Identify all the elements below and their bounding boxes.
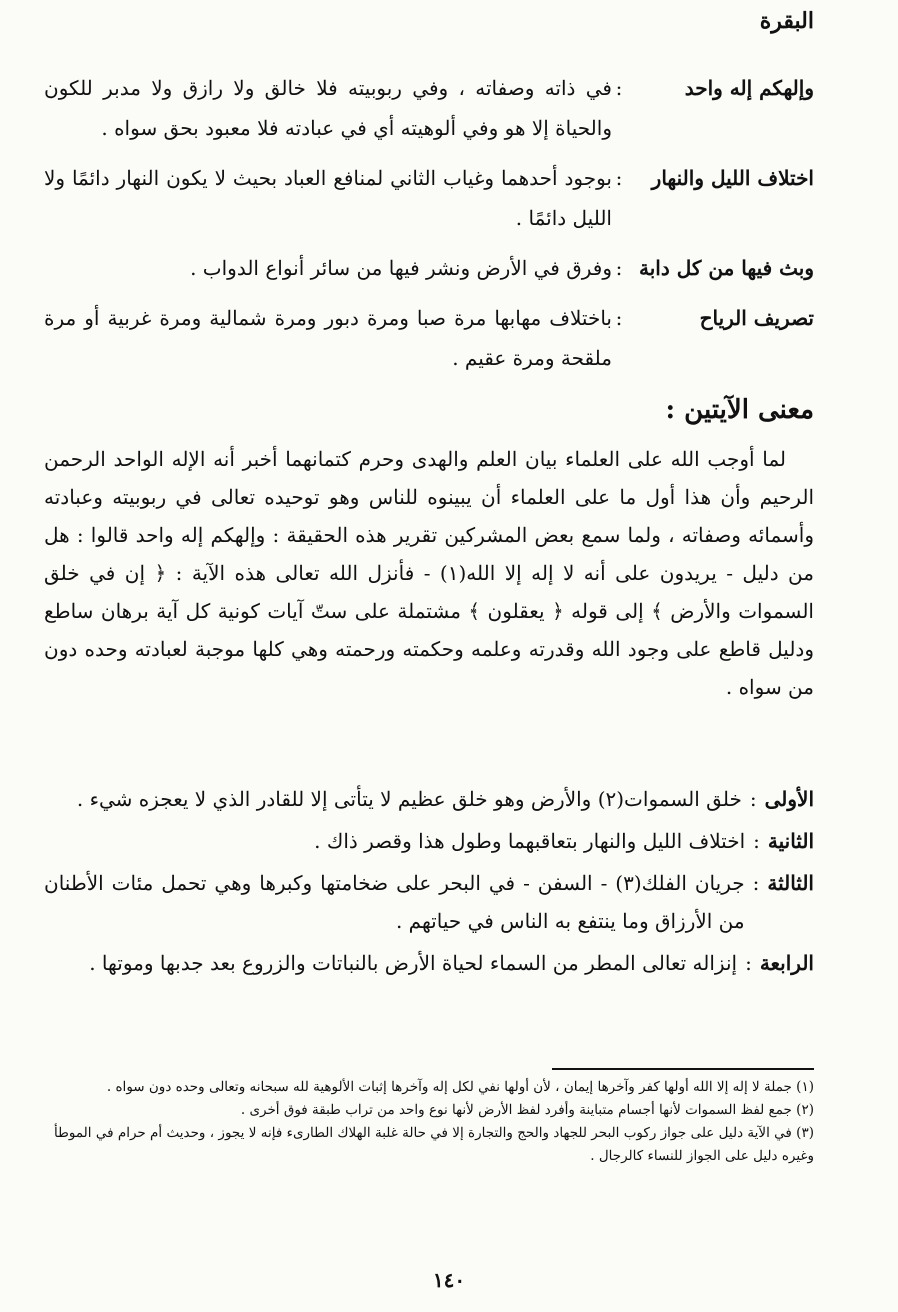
glossary-definition: في ذاته وصفاته ، وفي ربوبيته فلا خالق ولا رازق ولا مدبر للكون والحياة إلا هو وفي ألوهيته أي في عبادته فلا معبود بحق سواه . (44, 76, 612, 140)
commentary-body (44, 440, 814, 706)
sign-text: جريان الفلك(٣) - السفن - في البحر على ضخامتها وكبرها وهي تحمل مئات الأطنان من الأرزاق وما ينتفع به الناس في حياتهم . (44, 871, 745, 933)
footnotes (54, 1076, 814, 1168)
glossary-definition: وفرق في الأرض ونشر فيها من سائر أنواع الدواب . (190, 256, 612, 280)
footnote-divider (552, 1068, 814, 1070)
commentary-paragraph: لما أوجب الله على العلماء بيان العلم والهدى وحرم كتمانهما أخبر أنه الإله الواحد الرحمن الرحيم وأن هذا أول ما على العلماء أن يبينوه للناس وهو توحيده تعالى في ربوبيته وعبادته وأسمائه وصفاته ، ولما سمع بعض المشركين تقرير هذه الحقيقة : وإلهكم إله واحد قالوا : هل من دليل - يريدون على أنه لا إله إلا الله(١) - فأنزل الله تعالى هذه الآية : ﴿ إن في خلق السموات والأرض ﴾ إلى قوله ﴿ يعقلون ﴾ مشتملة على ستّ آيات كونية كل آية برهان ساطع ودليل قاطع على وجود الله وقدرته وعلمه وحكمته ورحمته وهي كلها موجبة لعبادته وحده دون من سواه . (44, 447, 814, 699)
sign-text: اختلاف الليل والنهار بتعاقبهما وطول هذا وقصر ذاك . (314, 829, 746, 853)
sign-colon: : (749, 787, 757, 811)
glossary-term: وإلهكم إله واحد (684, 76, 814, 100)
glossary-row (44, 68, 814, 148)
glossary-colon: : (615, 256, 623, 280)
section-title: معنى الآيتين : (665, 395, 814, 425)
glossary-row (44, 248, 814, 288)
footnote: (١) جملة لا إله إلا الله أولها كفر وآخرها إيمان ، لأن أولها نفي لكل إله وآخرها إثبات الألوهية لله سبحانه وتعالى وحده دون سواه . (106, 1079, 814, 1095)
footnote: (٣) في الآية دليل على جواز ركوب البحر للجهاد والحج والتجارة إلا في حالة غلبة الهلاك الطارىء فإنه لا يجوز ، وحديث أم حرام في الموطأ وغيره دليل على الجواز للنساء كالرجال . (54, 1125, 814, 1164)
sign-label: الثالثة (767, 871, 814, 895)
sign-colon: : (745, 951, 752, 975)
sign-item (44, 822, 814, 860)
glossary-definition: بوجود أحدهما وغياب الثاني لمنافع العباد بحيث لا يكون النهار دائمًا ولا الليل دائمًا . (44, 166, 612, 230)
glossary-colon: : (615, 166, 623, 190)
sign-colon: : (752, 871, 760, 895)
page-number: ١٤٠ (432, 1268, 466, 1292)
sign-text: خلق السموات(٢) والأرض وهو خلق عظيم لا يتأتى إلا للقادر الذي لا يعجزه شيء . (76, 787, 742, 811)
sign-item (44, 944, 814, 982)
glossary-definition: باختلاف مهابها مرة صبا ومرة دبور ومرة شمالية ومرة غربية أو مرة ملقحة ومرة عقيم . (44, 306, 612, 370)
glossary-colon: : (615, 306, 623, 330)
footnote: (٢) جمع لفظ السموات لأنها أجسام متباينة وأفرد لفظ الأرض لأنها نوع واحد من تراب طبقة فوق أخرى . (240, 1102, 814, 1118)
glossary-row (44, 158, 814, 238)
glossary-term: تصريف الرياح (699, 306, 814, 330)
glossary-row (44, 298, 814, 378)
signs-list (44, 780, 814, 986)
sign-colon: : (753, 829, 760, 853)
surah-header: البقرة (759, 8, 814, 34)
sign-label: الثانية (767, 829, 814, 853)
glossary-colon: : (615, 76, 623, 100)
glossary-term: وبث فيها من كل دابة (639, 256, 814, 280)
glossary (44, 68, 814, 388)
sign-label: الأولى (764, 787, 814, 811)
sign-text: إنزاله تعالى المطر من السماء لحياة الأرض بالنباتات والزروع بعد جدبها وموتها . (89, 951, 738, 975)
sign-label: الرابعة (759, 951, 814, 975)
glossary-term: اختلاف الليل والنهار (651, 166, 814, 190)
sign-item (44, 780, 814, 818)
sign-item (44, 864, 814, 940)
